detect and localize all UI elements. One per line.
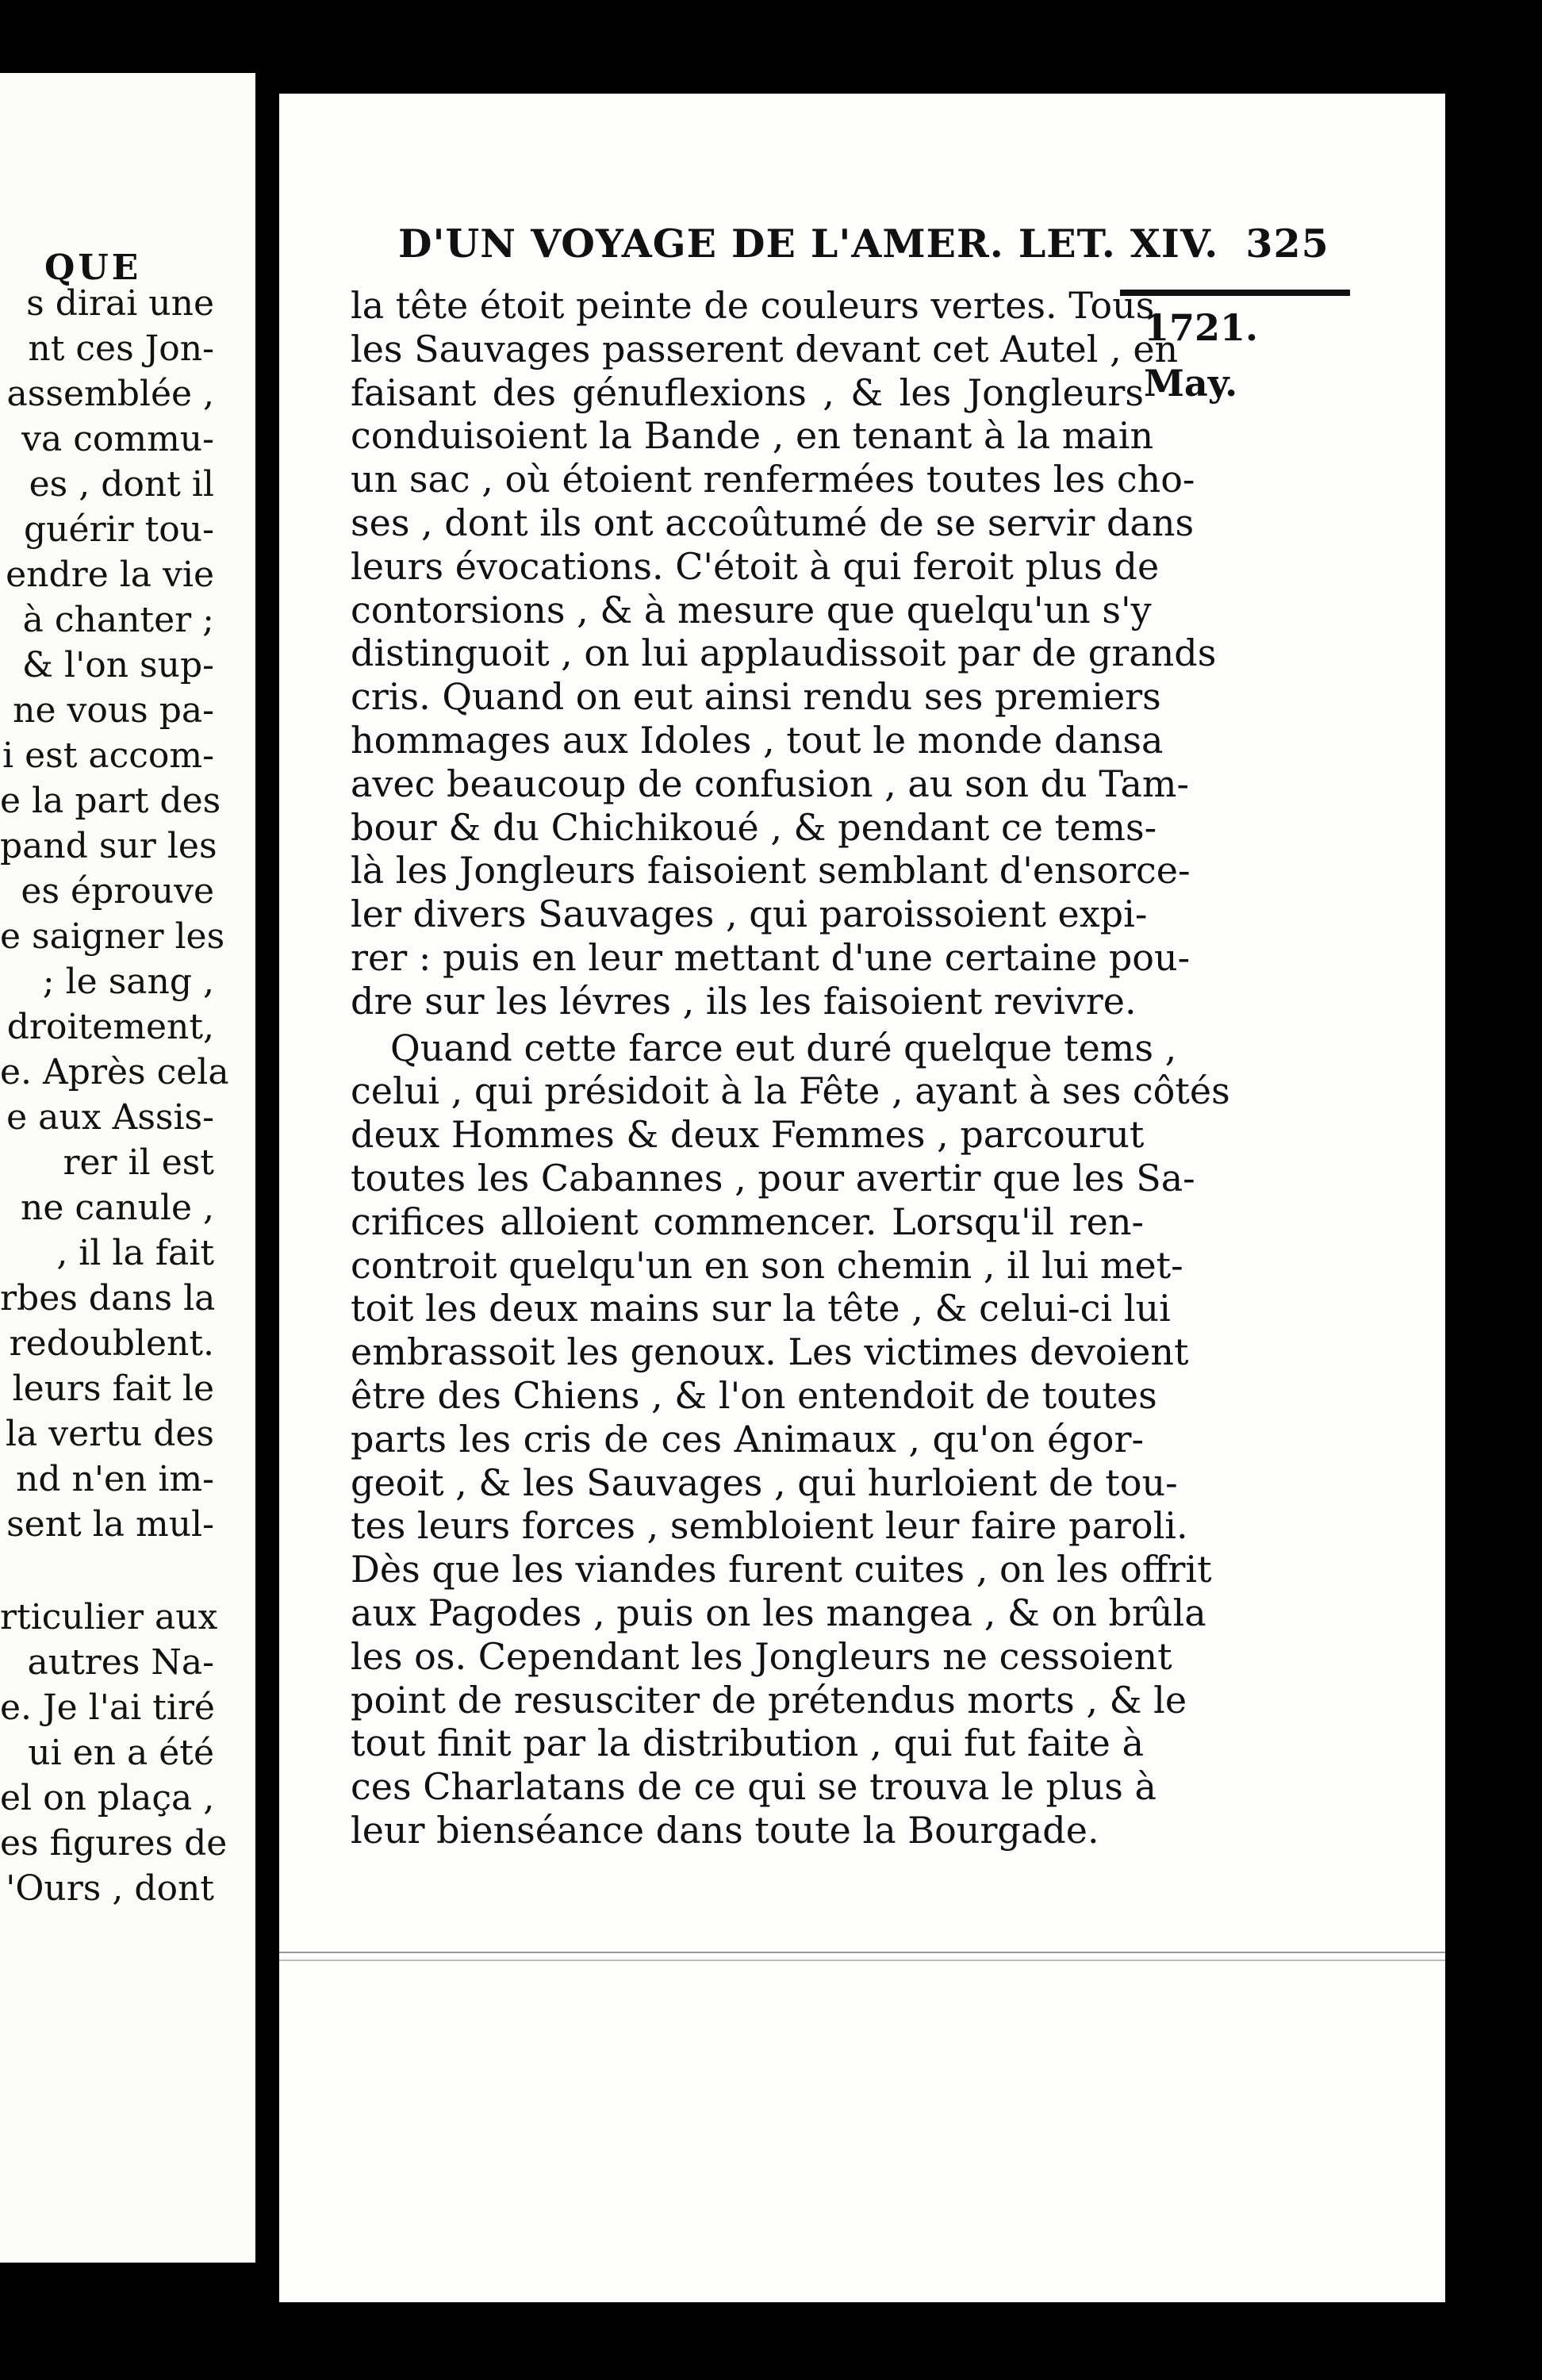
left-line: guérir tou- — [23, 509, 214, 550]
text-line: la tête étoit peinte de couleurs vertes. Tous — [351, 284, 1155, 327]
text-line: tout finit par la distribution , qui fut faite à — [351, 1722, 1144, 1765]
text-line: ces Charlatans de ce qui se trouva le plus à — [351, 1765, 1156, 1809]
text-line: leur bienséance dans toute la Bourgade. — [351, 1808, 1099, 1852]
text-line: conduisoient la Bande , en tenant à la main — [351, 414, 1154, 458]
text-line: les Sauvages passerent devant cet Autel , en — [351, 327, 1179, 370]
left-line: es éprouve — [21, 871, 214, 912]
left-page-header-fragment: QUE — [44, 248, 142, 288]
text-line: crifices alloient commencer. Lorsqu'il ren- — [351, 1200, 1144, 1243]
left-line: endre la vie — [6, 555, 214, 595]
text-line: les os. Cependant les Jongleurs ne cessoient — [351, 1634, 1172, 1678]
left-line: ; le sang , — [42, 962, 214, 1002]
right-page — [279, 94, 1445, 2302]
left-line: e. Après cela — [0, 1052, 229, 1092]
text-line: ses , dont ils ont accoûtumé de se servir dans — [351, 501, 1195, 544]
text-line: Dès que les viandes furent cuites , on les offrit — [351, 1548, 1212, 1591]
left-line: s dirai une — [26, 283, 214, 324]
text-line: distinguoit , on lui applaudissoit par de grands — [351, 631, 1217, 675]
text-line: toutes les Cabannes , pour avertir que les Sa- — [351, 1156, 1195, 1200]
text-line: parts les cris de ces Animaux , qu'on égor- — [351, 1417, 1144, 1461]
running-head-title: D'UN VOYAGE DE L'AMER. LET. XIV. — [398, 221, 1219, 267]
page-bottom-rule-secondary — [279, 1960, 1445, 1961]
left-line: à chanter ; — [22, 600, 214, 640]
left-line: assemblée , — [6, 374, 214, 414]
text-line: dre sur les lévres , ils les faisoient revivre. — [351, 979, 1137, 1023]
text-line: être des Chiens , & l'on entendoit de toutes — [351, 1373, 1157, 1417]
left-line: e saigner les — [0, 916, 225, 957]
text-line: hommages aux Idoles , tout le monde dansa — [351, 718, 1164, 762]
left-line: i est accom- — [2, 735, 214, 776]
text-line: toit les deux mains sur la tête , & celui-ci lui — [351, 1287, 1171, 1330]
left-line: el on plaça , — [0, 1778, 215, 1818]
left-line: es figures de — [0, 1823, 228, 1864]
text-line: contorsions , & à mesure que quelqu'un s'y — [351, 588, 1152, 631]
left-line: ne vous pa- — [13, 690, 214, 731]
text-line: leurs évocations. C'étoit à qui feroit plus de — [351, 544, 1160, 588]
text-line: tes leurs forces , sembloient leur faire paroli. — [351, 1504, 1188, 1548]
left-page-text — [0, 281, 255, 1911]
text-line: un sac , où étoient renfermées toutes les cho- — [351, 458, 1195, 501]
left-line: , il la fait — [56, 1233, 214, 1273]
left-page — [0, 73, 255, 2263]
text-line: là les Jongleurs faisoient semblant d'ensorce- — [351, 849, 1191, 892]
text-line: Quand cette farce eut duré quelque tems , — [390, 1026, 1177, 1069]
text-line: controit quelqu'un en son chemin , il lui met- — [351, 1243, 1183, 1287]
left-line: rbes dans la — [0, 1278, 216, 1319]
left-line: leurs fait le — [12, 1368, 214, 1409]
left-line: droitement, — [6, 1007, 214, 1047]
text-line: aux Pagodes , puis on les mangea , & on brûla — [351, 1591, 1206, 1634]
text-line: embrassoit les genoux. Les victimes devoient — [351, 1330, 1189, 1374]
left-line: e la part des — [0, 781, 221, 821]
left-line: sent la mul- — [6, 1504, 214, 1545]
page-number: 325 — [1245, 221, 1329, 267]
left-line: & l'on sup- — [21, 645, 214, 685]
left-line: nd n'en im- — [16, 1459, 214, 1499]
left-line: la vertu des — [5, 1414, 214, 1454]
text-line: deux Hommes & deux Femmes , parcourut — [351, 1113, 1145, 1157]
left-line: e aux Assis- — [6, 1097, 214, 1138]
margin-rule — [1120, 290, 1350, 296]
text-line: celui , qui présidoit à la Fête , ayant à ses côtés — [351, 1069, 1230, 1113]
margin-month: May. — [1144, 362, 1238, 405]
paragraph-2 — [351, 1026, 1230, 1852]
text-line: bour & du Chichikoué , & pendant ce tems- — [351, 805, 1157, 849]
left-line: e. Je l'ai tiré — [0, 1687, 215, 1728]
left-line: autres Na- — [27, 1642, 214, 1683]
page-bottom-rule — [279, 1952, 1445, 1953]
left-line: pand sur les — [0, 826, 217, 866]
left-line: nt ces Jon- — [28, 328, 214, 369]
text-line: avec beaucoup de confusion , au son du Tam- — [351, 762, 1190, 805]
left-line: ne canule , — [21, 1188, 214, 1228]
text-line: ler divers Sauvages , qui paroissoient expi- — [351, 892, 1148, 936]
left-line: 'Ours , dont — [6, 1868, 214, 1909]
left-line: redoublent. — [9, 1323, 214, 1364]
text-line: geoit , & les Sauvages , qui hurloient de tou- — [351, 1461, 1178, 1504]
left-line: ui en a été — [28, 1733, 214, 1773]
left-line: va commu- — [21, 419, 214, 459]
running-head — [398, 221, 1329, 267]
left-line-blank — [0, 1547, 255, 1595]
text-line: rer : puis en leur mettant d'une certaine pou- — [351, 935, 1191, 979]
text-line: point de resusciter de prétendus morts , & le — [351, 1678, 1187, 1722]
margin-year: 1721. — [1144, 306, 1259, 349]
text-line: cris. Quand on eut ainsi rendu ses premiers — [351, 675, 1161, 719]
left-line: es , dont il — [29, 464, 214, 505]
text-line: faisant des génuflexions , & les Jongleurs — [351, 370, 1144, 414]
left-line: rticulier aux — [0, 1597, 218, 1637]
left-line: rer il est — [63, 1142, 214, 1183]
